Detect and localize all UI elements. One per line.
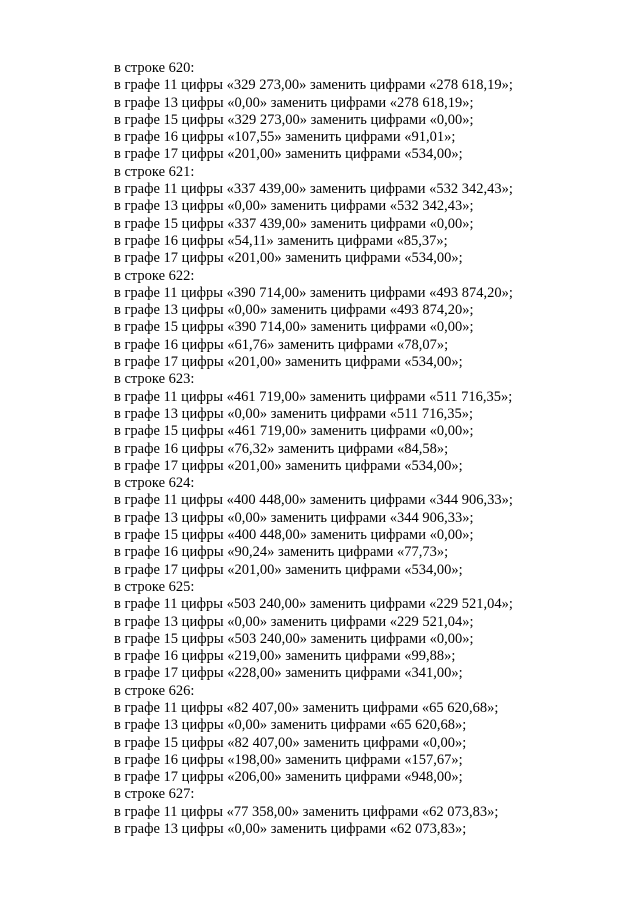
row-heading: в строке 626: (114, 682, 195, 699)
amendment-line: в графе 13 цифры «0,00» заменить цифрами «278 618,19»; (114, 94, 474, 111)
amendment-line: в графе 13 цифры «0,00» заменить цифрами «229 521,04»; (114, 613, 474, 630)
amendment-line: в графе 11 цифры «503 240,00» заменить цифрами «229 521,04»; (114, 596, 513, 613)
amendment-line: в графе 13 цифры «0,00» заменить цифрами «62 073,83»; (114, 821, 467, 838)
document-body (114, 60, 614, 838)
amendment-line: в графе 17 цифры «201,00» заменить цифрами «534,00»; (114, 354, 463, 371)
amendment-line: в графе 16 цифры «198,00» заменить цифрами «157,67»; (114, 751, 463, 768)
amendment-line: в графе 17 цифры «201,00» заменить цифрами «534,00»; (114, 146, 463, 163)
amendment-line: в графе 11 цифры «77 358,00» заменить цифрами «62 073,83»; (114, 803, 499, 820)
amendment-line: в графе 11 цифры «400 448,00» заменить цифрами «344 906,33»; (114, 492, 513, 509)
amendment-line: в графе 11 цифры «329 273,00» заменить цифрами «278 618,19»; (114, 77, 513, 94)
amendment-line: в графе 11 цифры «337 439,00» заменить цифрами «532 342,43»; (114, 181, 513, 198)
row-heading: в строке 627: (114, 786, 195, 803)
amendment-line: в графе 17 цифры «206,00» заменить цифрами «948,00»; (114, 769, 463, 786)
amendment-line: в графе 15 цифры «461 719,00» заменить цифрами «0,00»; (114, 423, 474, 440)
amendment-line: в графе 15 цифры «82 407,00» заменить цифрами «0,00»; (114, 734, 467, 751)
amendment-line: в графе 13 цифры «0,00» заменить цифрами «511 716,35»; (114, 405, 473, 422)
amendment-line: в графе 15 цифры «400 448,00» заменить цифрами «0,00»; (114, 527, 474, 544)
row-heading: в строке 623: (114, 371, 195, 388)
amendment-line: в графе 16 цифры «90,24» заменить цифрами «77,73»; (114, 544, 449, 561)
row-heading: в строке 624: (114, 475, 195, 492)
amendment-line: в графе 16 цифры «219,00» заменить цифрами «99,88»; (114, 648, 456, 665)
amendment-line: в графе 15 цифры «329 273,00» заменить цифрами «0,00»; (114, 111, 474, 128)
row-heading: в строке 621: (114, 163, 195, 180)
row-heading: в строке 622: (114, 267, 195, 284)
amendment-line: в графе 13 цифры «0,00» заменить цифрами «344 906,33»; (114, 509, 474, 526)
amendment-line: в графе 16 цифры «107,55» заменить цифрами «91,01»; (114, 129, 456, 146)
row-heading: в строке 625: (114, 578, 195, 595)
amendment-line: в графе 11 цифры «461 719,00» заменить цифрами «511 716,35»; (114, 388, 513, 405)
amendment-line: в графе 16 цифры «61,76» заменить цифрами «78,07»; (114, 336, 449, 353)
amendment-line: в графе 17 цифры «201,00» заменить цифрами «534,00»; (114, 561, 463, 578)
row-heading: в строке 620: (114, 60, 195, 76)
amendment-line: в графе 15 цифры «337 439,00» заменить цифрами «0,00»; (114, 215, 474, 232)
amendment-line: в графе 16 цифры «54,11» заменить цифрами «85,37»; (114, 232, 448, 249)
amendment-line: в графе 11 цифры «390 714,00» заменить цифрами «493 874,20»; (114, 284, 513, 301)
amendment-line: в графе 13 цифры «0,00» заменить цифрами «65 620,68»; (114, 717, 467, 734)
amendment-line: в графе 11 цифры «82 407,00» заменить цифрами «65 620,68»; (114, 699, 499, 716)
amendment-line: в графе 17 цифры «228,00» заменить цифрами «341,00»; (114, 665, 463, 682)
amendment-line: в графе 15 цифры «503 240,00» заменить цифрами «0,00»; (114, 630, 474, 647)
amendment-line: в графе 16 цифры «76,32» заменить цифрами «84,58»; (114, 440, 449, 457)
amendment-line: в графе 15 цифры «390 714,00» заменить цифрами «0,00»; (114, 319, 474, 336)
amendment-line: в графе 17 цифры «201,00» заменить цифрами «534,00»; (114, 250, 463, 267)
amendment-line: в графе 17 цифры «201,00» заменить цифрами «534,00»; (114, 457, 463, 474)
amendment-line: в графе 13 цифры «0,00» заменить цифрами «532 342,43»; (114, 198, 474, 215)
amendment-line: в графе 13 цифры «0,00» заменить цифрами «493 874,20»; (114, 302, 474, 319)
